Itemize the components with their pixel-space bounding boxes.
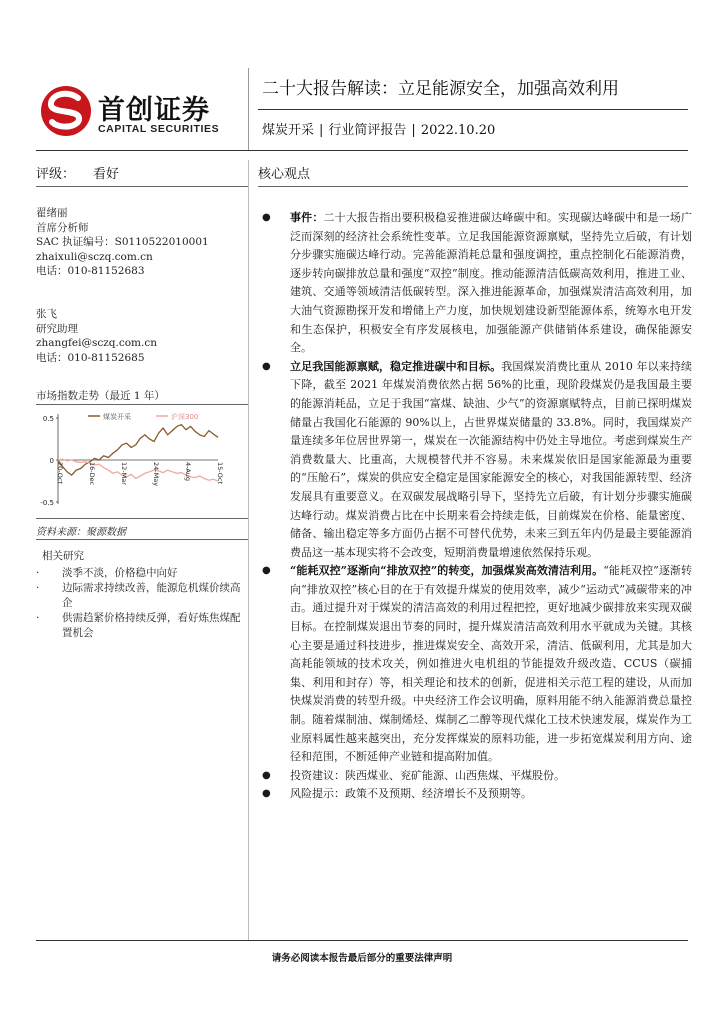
analyst-block	[36, 307, 246, 365]
x-tick-label: 12-Mar	[120, 462, 128, 485]
chart-rule	[36, 518, 248, 519]
x-tick-label: 4-Aug	[184, 462, 192, 482]
series-line-coal	[58, 425, 218, 475]
analyst-name: 张飞	[36, 308, 57, 320]
analyst-email[interactable]: zhaixuli@sczq.com.cn	[36, 250, 153, 263]
bullet-dot-icon: ●	[262, 769, 271, 781]
bullet-dot-icon: ●	[262, 212, 271, 223]
core-view-lead: “能耗双控”逐渐向“排放双控”的转变，加强煤炭高效清洁利用。	[290, 564, 604, 578]
legend-label: 沪深300	[171, 413, 199, 421]
x-tick-label: 24-May	[152, 462, 160, 487]
chart-rule	[36, 539, 248, 540]
report-subtitle	[262, 119, 495, 138]
rating-label: 评级：	[36, 167, 76, 182]
core-view-text: “能耗双控”逐渐转向“排放双控”核心目的在于有效提升煤炭的使用效率，减少“运动式”减碳带来的冲击。通过提升对于煤炭的清洁高效的利用过程把控，更好地减少碳排放来实现双碳目标。在控制煤炭退出节奏的同时，提升煤炭清洁高效利用水平就成为关键。其核心主要是通过科技进步，推进煤炭安全、高效开采，清洁、低碳利用，尤其是加大高耗能领域的技术攻关，例如推进火电机组的节能提效升级改造、CCUS（碳捕集、利用和封存）等，相关理论和技术的创新，促进相关示范工程的建设，从而加快煤炭消费的转型升级。中央经济工作会议明确，原料用能不纳入能源消费总量控制。随着煤制油、煤制烯烃、煤制乙二醇等现代煤化工技术快速发展，煤炭作为工业原料属性越来越突出，充分发挥煤炭的原料功能，进一步拓宽煤炭利用方向、途径和范围，不断延伸产业链和提高附加值。	[290, 564, 692, 764]
report-type: 行业简评报告	[328, 123, 407, 138]
bullet-dot-icon: ●	[262, 565, 271, 577]
chart-title: 市场指数走势（最近 1 年）	[36, 390, 165, 402]
core-view-item	[262, 767, 692, 786]
y-tick-label: -0.5	[40, 499, 54, 507]
core-view-text: 风险提示：政策不及预期、经济增长不及预期等。	[290, 787, 532, 801]
company-logo	[38, 82, 238, 138]
core-views-title: 核心观点	[258, 167, 311, 182]
analyst-phone: 电话：010-81152683	[36, 265, 145, 277]
core-view-item	[262, 358, 692, 563]
chart-rule	[36, 404, 248, 405]
report-title: 二十大报告解读：立足能源安全，加强高效利用	[262, 79, 619, 99]
analyst-phone: 电话：010-81152685	[36, 351, 145, 364]
x-tick-label: 16-Dec	[88, 462, 96, 486]
core-view-text: 投资建议：陕西煤业、兖矿能源、山西焦煤、平煤股份。	[290, 768, 565, 782]
logo-mark-icon	[38, 82, 94, 138]
analyst-email[interactable]: zhangfei@sczq.com.cn	[36, 337, 157, 349]
analyst-block	[36, 206, 246, 279]
chart-source: 资料来源：聚源数据	[36, 527, 126, 538]
left-section-rule	[36, 186, 248, 187]
core-view-item	[262, 562, 692, 767]
core-view-lead: 事件：	[290, 211, 324, 224]
core-views-list	[262, 209, 692, 804]
subtitle-separator: |	[411, 123, 416, 138]
analyst-license: SAC 执证编号：S0110522010001	[36, 236, 209, 248]
title-rule	[258, 109, 688, 110]
rating	[36, 163, 119, 182]
x-tick-label: 20-Oct	[56, 462, 64, 485]
core-view-text: 我国煤炭消费比重从 2010 年以来持续下降，截至 2021 年煤炭消费依然占据 56%的比重，现阶段煤炭仍是我国最主要的能源消耗品，立足于我国“富煤、缺油、少气”的资源禀赋特点，目前已探明煤炭储量占我国化石能源的 90%以上，占世界煤炭储量的 33.8%。同时，我国煤炭产量连续多年位居世界第一，煤炭在一次能源结构中仍处主导地位。考虑到煤炭生产消费数量大、比重高，大规模替代并不容易。未来煤炭依旧是国家能源最为重要的“压舱石”，煤炭的供应安全稳定是国家能源安全的核心，对我国能源转型、经济发展具有重要意义。在双碳发展战略引导下，坚持先立后破，有计划分步骤实施碳达峰行动。煤炭消费占比在中长期来看会持续走低，目前煤炭在价格、能量密度、储备、输出稳定等多方面仍占据不可替代优势，未来三到五年内仍是最主要能源消费品这一基本现实将不会改变，短期消费量增速依然保持乐观。	[290, 359, 692, 559]
legal-disclaimer: 请务必阅读本报告最后部分的重要法律声明	[271, 953, 453, 964]
y-tick-label: 0.5	[42, 415, 54, 423]
legend-label: 煤炭开采	[103, 413, 131, 421]
core-view-lead: 立足我国能源禀赋，稳定推进碳中和目标。	[290, 359, 502, 373]
series-line-hs300	[58, 459, 218, 481]
right-section-rule	[258, 186, 688, 187]
list-bullet: ·	[36, 567, 40, 579]
y-tick-label: 0	[49, 457, 54, 465]
rating-value: 看好	[93, 167, 120, 182]
related-research-text: 边际需求持续改善，能源危机煤价续高企	[62, 582, 241, 609]
related-research-item[interactable]	[36, 581, 246, 611]
related-research-title: 相关研究	[42, 550, 84, 562]
related-research-text: 供需趋紧价格持续反弹，看好炼焦煤配置机会	[62, 612, 241, 639]
report-date: 2022.10.20	[420, 123, 496, 138]
analyst-title: 首席分析师	[36, 221, 89, 234]
subtitle-separator: |	[319, 123, 324, 138]
column-divider	[248, 160, 249, 940]
footer-rule	[36, 940, 688, 941]
x-tick-label: 15-Oct	[216, 462, 224, 485]
analyst-name: 翟绪丽	[36, 207, 68, 219]
core-view-item	[262, 209, 692, 358]
related-research-text: 淡季不淡，价格稳中向好	[62, 567, 178, 579]
related-research-item[interactable]	[36, 611, 246, 641]
bullet-dot-icon: ●	[262, 360, 271, 372]
related-research-item[interactable]	[36, 566, 246, 581]
sector-label: 煤炭开采	[262, 123, 315, 138]
analyst-title: 研究助理	[36, 322, 78, 335]
logo-name: 首创证券	[98, 95, 210, 126]
related-research-list	[36, 566, 246, 641]
core-view-item	[262, 785, 692, 804]
market-index-chart	[36, 406, 248, 514]
bullet-dot-icon: ●	[262, 788, 271, 800]
header-rule	[36, 150, 688, 151]
header-divider	[248, 68, 249, 150]
core-view-text: 二十大报告指出要积极稳妥推进碳达峰碳中和。实现碳达峰碳中和是一场广泛而深刻的经济社会系统性变革。立足我国能源资源禀赋，坚持先立后破，有计划分步骤实施碳达峰行动。完善能源消耗总量和强度调控，重点控制化石能源消费，逐步转向碳排放总量和强度“双控”制度。推动能源清洁低碳高效利用，推进工业、建筑、交通等领域清洁低碳转型。深入推进能源革命，加强煤炭清洁高效利用，加大油气资源勘探开发和增储上产力度，加快规划建设新型能源体系，统筹水电开发和生态保护，积极安全有序发展核电，加强能源产供储销体系建设，确保能源安全。	[290, 211, 692, 355]
list-bullet: ·	[36, 582, 40, 594]
list-bullet: ·	[36, 612, 40, 624]
logo-english: CAPITAL SECURITIES	[98, 123, 220, 135]
